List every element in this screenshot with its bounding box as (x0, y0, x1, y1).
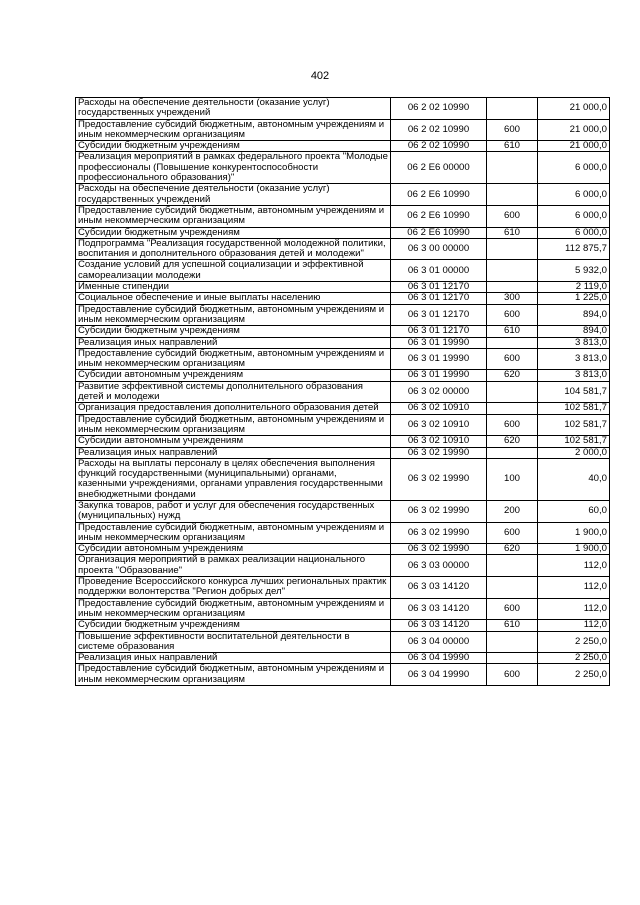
table-row (76, 598, 610, 620)
row-code: 06 3 04 19990 (391, 664, 487, 686)
table-row (76, 522, 610, 544)
row-expense-type (487, 282, 538, 293)
table-row (76, 227, 610, 238)
table-row (76, 664, 610, 686)
row-name: Предоставление субсидий бюджетным, автономным учреждениям и иным некоммерческим организациям (76, 205, 391, 227)
row-expense-type: 610 (487, 620, 538, 631)
table-row (76, 577, 610, 599)
row-name: Проведение Всероссийского конкурса лучших региональных практик поддержки волонтерства "Регион добрых дел" (76, 577, 391, 599)
row-code: 06 3 01 19990 (391, 370, 487, 381)
row-amount: 2 250,0 (538, 664, 610, 686)
row-name: Предоставление субсидий бюджетным, автономным учреждениям и иным некоммерческим организациям (76, 522, 391, 544)
table-row (76, 381, 610, 403)
row-amount: 6 000,0 (538, 152, 610, 184)
row-expense-type (487, 555, 538, 577)
row-code: 06 2 02 10990 (391, 119, 487, 141)
row-amount: 6 000,0 (538, 227, 610, 238)
row-expense-type (487, 577, 538, 599)
table-row (76, 238, 610, 260)
row-code: 06 3 01 12170 (391, 304, 487, 326)
row-name: Организация предоставления дополнительного образования детей (76, 403, 391, 414)
row-amount: 6 000,0 (538, 184, 610, 206)
row-code: 06 3 02 19990 (391, 544, 487, 555)
row-name: Субсидии бюджетным учреждениям (76, 326, 391, 337)
row-amount: 40,0 (538, 458, 610, 500)
row-expense-type: 610 (487, 326, 538, 337)
row-name: Субсидии автономным учреждениям (76, 436, 391, 447)
row-expense-type: 620 (487, 436, 538, 447)
row-expense-type (487, 184, 538, 206)
row-code: 06 3 04 19990 (391, 653, 487, 664)
row-expense-type: 300 (487, 293, 538, 304)
row-expense-type (487, 381, 538, 403)
row-name: Субсидии бюджетным учреждениям (76, 620, 391, 631)
row-expense-type: 600 (487, 598, 538, 620)
row-code: 06 3 01 00000 (391, 260, 487, 282)
row-name: Расходы на обеспечение деятельности (оказание услуг) государственных учреждений (76, 98, 391, 120)
table-row (76, 403, 610, 414)
row-expense-type: 610 (487, 227, 538, 238)
row-amount: 112,0 (538, 577, 610, 599)
table-row (76, 544, 610, 555)
row-expense-type: 610 (487, 141, 538, 152)
row-amount: 1 225,0 (538, 293, 610, 304)
row-name: Подпрограмма "Реализация государственной молодежной политики, воспитания и дополнительного образования детей и молодежи" (76, 238, 391, 260)
row-amount: 112,0 (538, 555, 610, 577)
row-code: 06 3 03 14120 (391, 598, 487, 620)
row-name: Реализация мероприятий в рамках федерального проекта "Молодые профессионалы (Повышение конкурентоспособности профессионального образования)" (76, 152, 391, 184)
row-amount: 102 581,7 (538, 436, 610, 447)
row-expense-type: 600 (487, 522, 538, 544)
row-name: Предоставление субсидий бюджетным, автономным учреждениям и иным некоммерческим организациям (76, 304, 391, 326)
table-row (76, 337, 610, 348)
row-amount: 2 000,0 (538, 447, 610, 458)
row-code: 06 3 02 19990 (391, 458, 487, 500)
table-row (76, 119, 610, 141)
row-name: Субсидии бюджетным учреждениям (76, 141, 391, 152)
row-code: 06 2 E6 10990 (391, 227, 487, 238)
table-row (76, 348, 610, 370)
row-expense-type: 100 (487, 458, 538, 500)
row-code: 06 3 02 10910 (391, 414, 487, 436)
table-row (76, 184, 610, 206)
table-row (76, 260, 610, 282)
row-amount: 21 000,0 (538, 141, 610, 152)
table-row (76, 500, 610, 522)
row-name: Предоставление субсидий бюджетным, автономным учреждениям и иным некоммерческим организациям (76, 664, 391, 686)
row-code: 06 3 03 14120 (391, 577, 487, 599)
row-expense-type: 600 (487, 348, 538, 370)
row-expense-type (487, 337, 538, 348)
row-code: 06 3 02 10910 (391, 436, 487, 447)
table-row (76, 436, 610, 447)
table-row (76, 282, 610, 293)
row-code: 06 2 E6 10990 (391, 184, 487, 206)
row-expense-type: 620 (487, 544, 538, 555)
row-name: Предоставление субсидий бюджетным, автономным учреждениям и иным некоммерческим организациям (76, 414, 391, 436)
table-row (76, 370, 610, 381)
row-expense-type (487, 403, 538, 414)
row-expense-type: 600 (487, 304, 538, 326)
row-code: 06 2 E6 10990 (391, 205, 487, 227)
row-name: Субсидии автономным учреждениям (76, 544, 391, 555)
row-expense-type (487, 98, 538, 120)
row-amount: 3 813,0 (538, 348, 610, 370)
row-name: Создание условий для успешной социализации и эффективной самореализации молодежи (76, 260, 391, 282)
table-row (76, 447, 610, 458)
row-amount: 3 813,0 (538, 337, 610, 348)
row-code: 06 3 02 10910 (391, 403, 487, 414)
row-expense-type (487, 631, 538, 653)
row-expense-type: 600 (487, 414, 538, 436)
row-code: 06 3 02 19990 (391, 500, 487, 522)
table-row (76, 152, 610, 184)
row-amount: 112 875,7 (538, 238, 610, 260)
row-name: Расходы на выплаты персоналу в целях обеспечения выполнения функций государственными (муниципальными) органами, казенными учреждениями, органами управления государственными внебюджетными фондами (76, 458, 391, 500)
row-code: 06 2 02 10990 (391, 141, 487, 152)
row-name: Предоставление субсидий бюджетным, автономным учреждениям и иным некоммерческим организациям (76, 598, 391, 620)
row-code: 06 3 00 00000 (391, 238, 487, 260)
row-code: 06 3 04 00000 (391, 631, 487, 653)
row-name: Субсидии бюджетным учреждениям (76, 227, 391, 238)
table-row (76, 205, 610, 227)
row-amount: 2 119,0 (538, 282, 610, 293)
row-amount: 5 932,0 (538, 260, 610, 282)
row-expense-type: 600 (487, 205, 538, 227)
table-row (76, 414, 610, 436)
row-code: 06 3 01 12170 (391, 282, 487, 293)
table-row (76, 293, 610, 304)
row-code: 06 3 02 19990 (391, 522, 487, 544)
table-row (76, 458, 610, 500)
row-code: 06 3 01 19990 (391, 337, 487, 348)
row-name: Субсидии автономным учреждениям (76, 370, 391, 381)
page-number: 402 (310, 70, 330, 82)
table-row (76, 620, 610, 631)
row-code: 06 3 02 00000 (391, 381, 487, 403)
row-amount: 102 581,7 (538, 414, 610, 436)
row-amount: 21 000,0 (538, 98, 610, 120)
row-code: 06 3 02 19990 (391, 447, 487, 458)
row-name: Расходы на обеспечение деятельности (оказание услуг) государственных учреждений (76, 184, 391, 206)
row-name: Организация мероприятий в рамках реализации национального проекта "Образование" (76, 555, 391, 577)
row-name: Реализация иных направлений (76, 337, 391, 348)
row-expense-type (487, 238, 538, 260)
row-expense-type: 200 (487, 500, 538, 522)
table-row (76, 555, 610, 577)
row-expense-type: 600 (487, 119, 538, 141)
row-code: 06 3 01 19990 (391, 348, 487, 370)
row-amount: 2 250,0 (538, 653, 610, 664)
row-amount: 1 900,0 (538, 522, 610, 544)
row-code: 06 3 03 00000 (391, 555, 487, 577)
row-expense-type (487, 152, 538, 184)
row-code: 06 2 E6 00000 (391, 152, 487, 184)
row-expense-type: 620 (487, 370, 538, 381)
row-name: Реализация иных направлений (76, 653, 391, 664)
row-code: 06 2 02 10990 (391, 98, 487, 120)
row-code: 06 3 01 12170 (391, 326, 487, 337)
row-name: Реализация иных направлений (76, 447, 391, 458)
row-amount: 112,0 (538, 620, 610, 631)
row-code: 06 3 01 12170 (391, 293, 487, 304)
row-amount: 104 581,7 (538, 381, 610, 403)
row-amount: 6 000,0 (538, 205, 610, 227)
row-expense-type (487, 447, 538, 458)
table-row (76, 326, 610, 337)
row-amount: 21 000,0 (538, 119, 610, 141)
row-amount: 2 250,0 (538, 631, 610, 653)
row-name: Повышение эффективности воспитательной деятельности в системе образования (76, 631, 391, 653)
budget-table (75, 97, 610, 686)
row-amount: 102 581,7 (538, 403, 610, 414)
row-amount: 894,0 (538, 304, 610, 326)
table-row (76, 631, 610, 653)
table-row (76, 98, 610, 120)
row-amount: 1 900,0 (538, 544, 610, 555)
row-amount: 112,0 (538, 598, 610, 620)
row-code: 06 3 03 14120 (391, 620, 487, 631)
row-name: Предоставление субсидий бюджетным, автономным учреждениям и иным некоммерческим организациям (76, 119, 391, 141)
row-amount: 3 813,0 (538, 370, 610, 381)
table-row (76, 653, 610, 664)
budget-table-body (76, 98, 610, 686)
row-expense-type: 600 (487, 664, 538, 686)
row-name: Предоставление субсидий бюджетным, автономным учреждениям и иным некоммерческим организациям (76, 348, 391, 370)
row-amount: 60,0 (538, 500, 610, 522)
row-expense-type (487, 260, 538, 282)
row-name: Социальное обеспечение и иные выплаты населению (76, 293, 391, 304)
table-row (76, 141, 610, 152)
row-name: Закупка товаров, работ и услуг для обеспечения государственных (муниципальных) нужд (76, 500, 391, 522)
row-expense-type (487, 653, 538, 664)
table-row (76, 304, 610, 326)
row-amount: 894,0 (538, 326, 610, 337)
row-name: Развитие эффективной системы дополнительного образования детей и молодежи (76, 381, 391, 403)
row-name: Именные стипендии (76, 282, 391, 293)
